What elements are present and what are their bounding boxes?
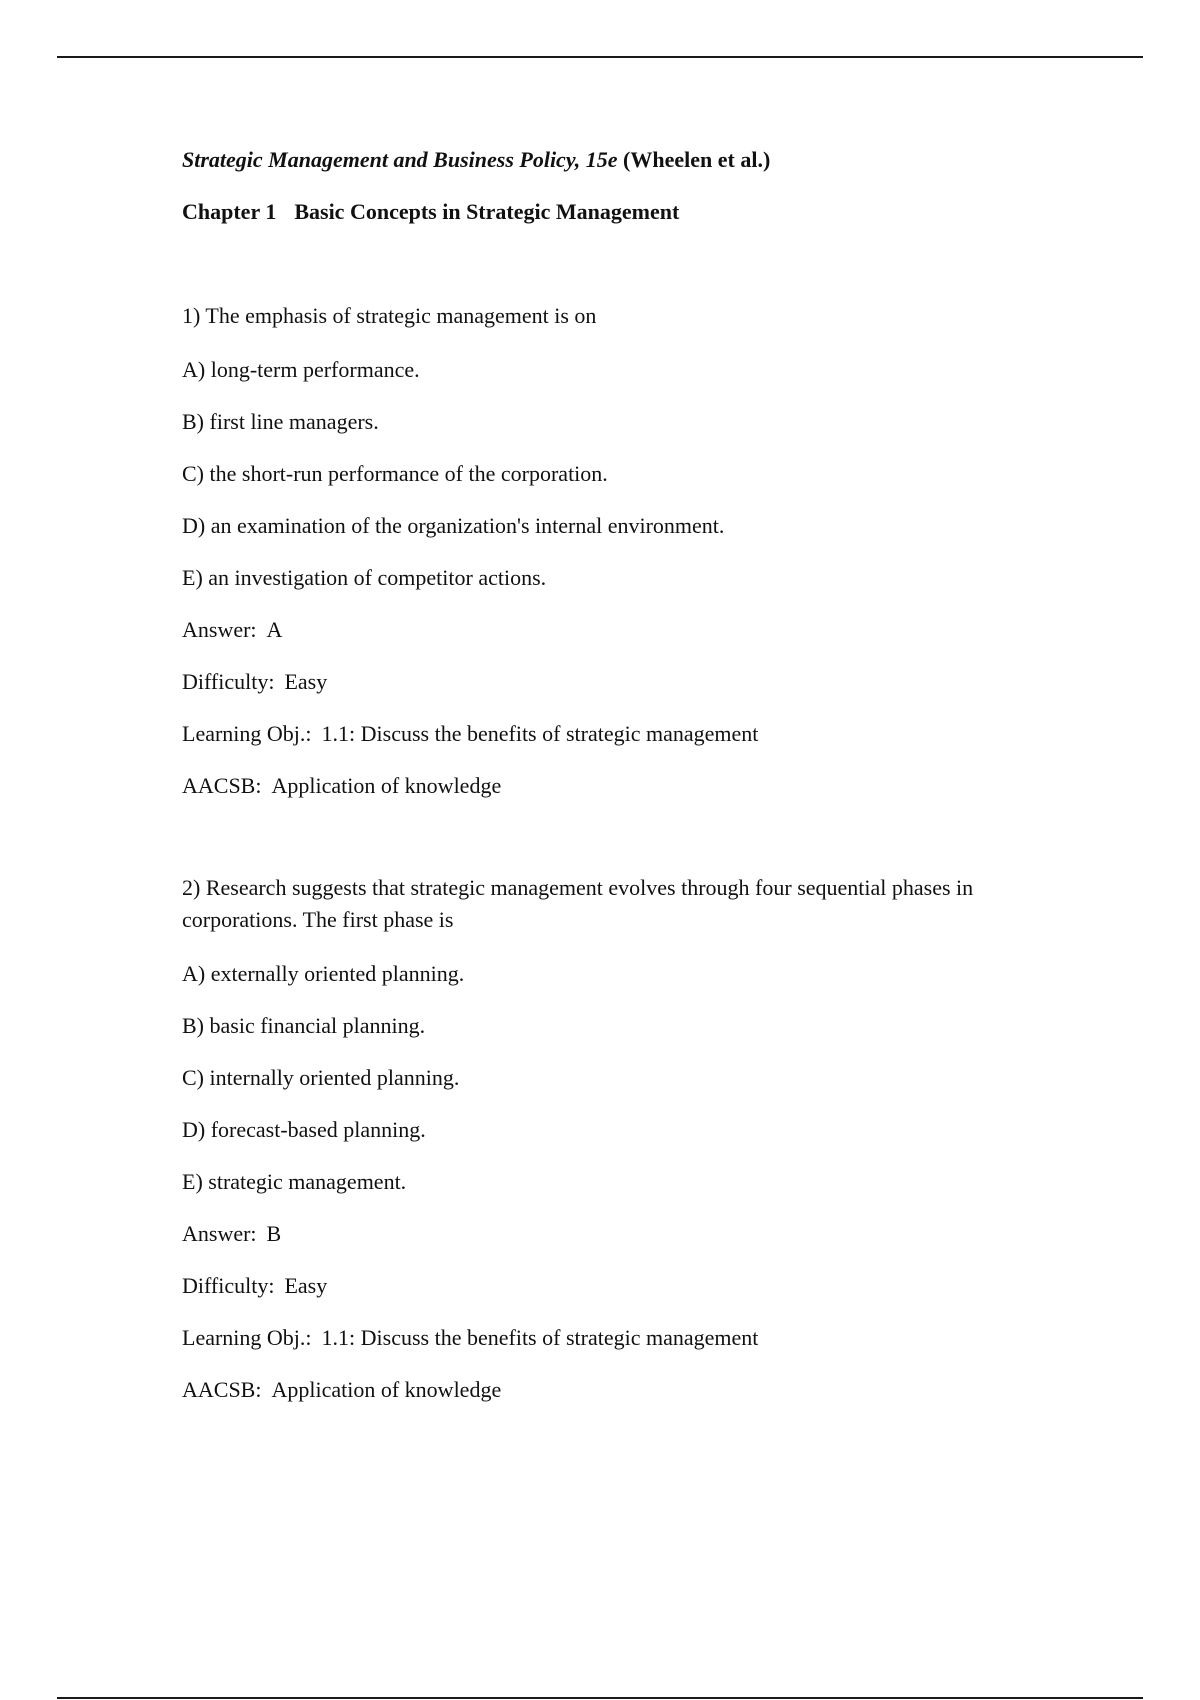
difficulty-line bbox=[182, 668, 1082, 696]
option-b: B) basic financial planning. bbox=[182, 1013, 426, 1038]
aacsb-line bbox=[182, 772, 1082, 800]
question-2 bbox=[182, 872, 1082, 1404]
option-d: D) an examination of the organization's internal environment. bbox=[182, 513, 725, 538]
learning-obj-label: Learning Obj.: bbox=[182, 1325, 312, 1350]
learning-obj-label: Learning Obj.: bbox=[182, 721, 312, 746]
aacsb-value: Application of knowledge bbox=[271, 773, 502, 798]
difficulty-label: Difficulty: bbox=[182, 669, 275, 694]
top-rule bbox=[57, 56, 1143, 58]
book-title-authors: (Wheelen et al.) bbox=[623, 147, 771, 172]
question-1 bbox=[182, 300, 1082, 800]
learning-obj-value: 1.1: Discuss the benefits of strategic management bbox=[321, 721, 759, 746]
aacsb-line bbox=[182, 1376, 1082, 1404]
question-stem-line-1: 2) Research suggests that strategic management evolves through four sequential phases in bbox=[182, 875, 974, 900]
option-c: C) internally oriented planning. bbox=[182, 1065, 460, 1090]
answer-label: Answer: bbox=[182, 617, 257, 642]
answer-line bbox=[182, 616, 1082, 644]
bottom-rule bbox=[57, 1697, 1143, 1699]
answer-value: A bbox=[266, 617, 283, 642]
difficulty-value: Easy bbox=[284, 669, 328, 694]
difficulty-label: Difficulty: bbox=[182, 1273, 275, 1298]
option-e: E) an investigation of competitor actions. bbox=[182, 565, 547, 590]
option-a: A) long-term performance. bbox=[182, 357, 420, 382]
answer-line bbox=[182, 1220, 1082, 1248]
book-title-italic: Strategic Management and Business Policy, 15e bbox=[182, 147, 618, 172]
option-b: B) first line managers. bbox=[182, 409, 379, 434]
aacsb-value: Application of knowledge bbox=[271, 1377, 502, 1402]
question-stem-line-2: corporations. The first phase is bbox=[182, 907, 454, 932]
learning-obj-line bbox=[182, 1324, 1082, 1352]
question-stem: 1) The emphasis of strategic management is on bbox=[182, 303, 597, 328]
option-a: A) externally oriented planning. bbox=[182, 961, 465, 986]
learning-obj-value: 1.1: Discuss the benefits of strategic management bbox=[321, 1325, 759, 1350]
aacsb-label: AACSB: bbox=[182, 773, 262, 798]
aacsb-label: AACSB: bbox=[182, 1377, 262, 1402]
document-body bbox=[182, 146, 1082, 1404]
difficulty-value: Easy bbox=[284, 1273, 328, 1298]
chapter-name: Basic Concepts in Strategic Management bbox=[294, 199, 680, 224]
book-title bbox=[182, 146, 1082, 174]
option-c: C) the short-run performance of the corporation. bbox=[182, 461, 608, 486]
learning-obj-line bbox=[182, 720, 1082, 748]
option-e: E) strategic management. bbox=[182, 1169, 407, 1194]
answer-value: B bbox=[266, 1221, 282, 1246]
option-d: D) forecast-based planning. bbox=[182, 1117, 426, 1142]
answer-label: Answer: bbox=[182, 1221, 257, 1246]
chapter-number: Chapter 1 bbox=[182, 199, 277, 224]
chapter-title bbox=[182, 198, 1082, 226]
difficulty-line bbox=[182, 1272, 1082, 1300]
